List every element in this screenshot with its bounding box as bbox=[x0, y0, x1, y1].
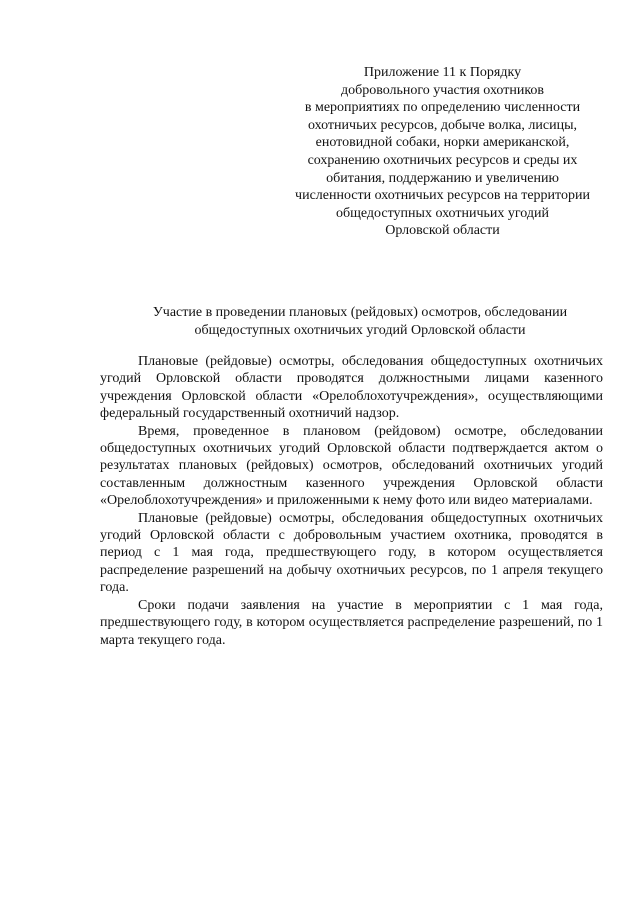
appendix-line: общедоступных охотничьих угодий bbox=[336, 205, 549, 221]
body-paragraph: Сроки подачи заявления на участие в мероприятии с 1 мая года, предшествующего году, в котором осуществляется распределение разрешений, по 1 марта текущего года. bbox=[100, 597, 603, 648]
appendix-line: Орловской области bbox=[385, 223, 500, 239]
appendix-line: добровольного участия охотников bbox=[340, 82, 545, 98]
appendix-line: енотовидной собаки, норки американской, bbox=[315, 135, 570, 151]
appendix-line: численности охотничьих ресурсов на территории bbox=[295, 188, 590, 204]
appendix-reference-block bbox=[260, 64, 625, 240]
document-body bbox=[100, 353, 603, 649]
body-paragraph: Плановые (рейдовые) осмотры, обследования общедоступных охотничьих угодий Орловской области с добровольным участием охотника, проводятся в период с 1 мая года, предшествующего году, в котором осуществляется распределение разрешений на добычу охотничьих ресурсов, по 1 апреля текущего года. bbox=[100, 510, 603, 596]
heading-line: общедоступных охотничьих угодий Орловской области bbox=[194, 323, 526, 338]
body-paragraph: Плановые (рейдовые) осмотры, обследования общедоступных охотничьих угодий Орловской области проводятся должностными лицами казенного учреждения Орловской области «Орелоблохотучреждения», осуществляющими федеральный государственный охотничий надзор. bbox=[100, 354, 603, 422]
appendix-line: Приложение 11 к Порядку bbox=[363, 65, 522, 80]
heading-line: Участие в проведении плановых (рейдовых) осмотров, обследовании bbox=[152, 305, 568, 320]
appendix-line: обитания, поддержанию и увеличению bbox=[326, 170, 559, 186]
document-heading bbox=[120, 304, 600, 340]
appendix-line: в мероприятиях по определению численности bbox=[304, 100, 581, 116]
appendix-line: сохранению охотничьих ресурсов и среды их bbox=[307, 152, 578, 168]
body-paragraph: Время, проведенное в плановом (рейдовом) осмотре, обследовании общедоступных охотничьих угодий Орловской области подтверждается актом о результатах плановых (рейдовых) осмотров, обследований охотничьих угодий составленным должностным казенного учреждения Орловской области «Орелоблохотучреждения» и приложенными к нему фото или видео материалами. bbox=[100, 423, 603, 509]
appendix-line: охотничьих ресурсов, добыче волка, лисицы, bbox=[308, 117, 577, 133]
